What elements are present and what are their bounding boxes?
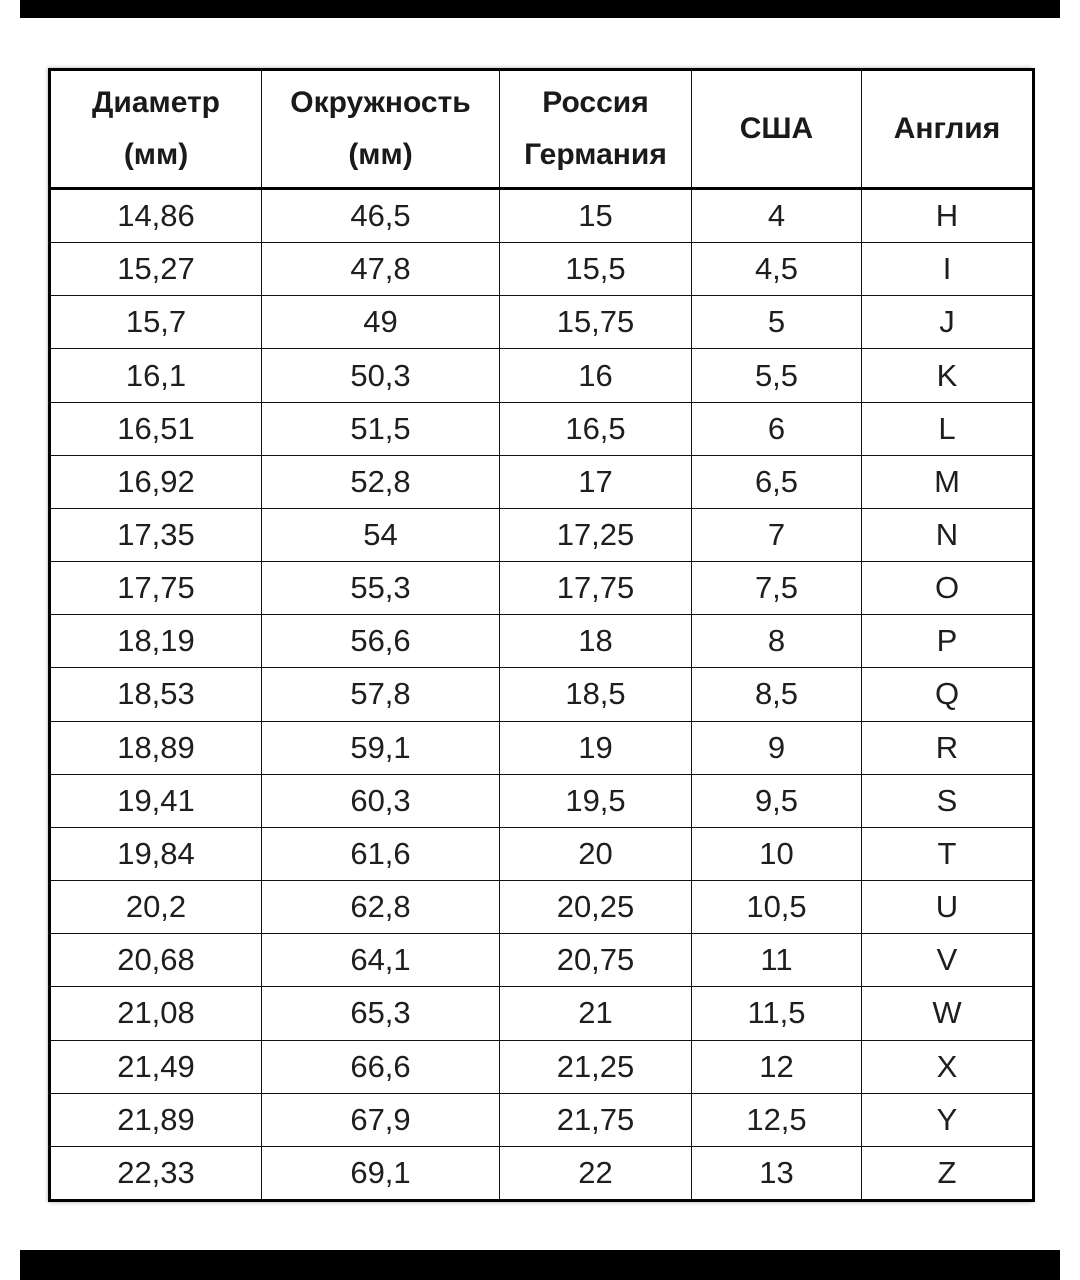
usa-cell: 7 [692,508,862,561]
table-row [50,562,1034,615]
russia-germany-cell: 15 [500,189,692,243]
circumference-cell: 49 [262,296,500,349]
diameter-cell: 16,1 [50,349,262,402]
england-cell: T [862,827,1034,880]
england-cell: K [862,349,1034,402]
diameter-cell: 19,84 [50,827,262,880]
header-diameter [50,70,262,189]
table-row [50,881,1034,934]
england-cell: Y [862,1093,1034,1146]
circumference-cell: 57,8 [262,668,500,721]
table-row [50,827,1034,880]
diameter-cell: 22,33 [50,1146,262,1200]
diameter-cell: 17,75 [50,562,262,615]
header-circumference-line2: (мм) [348,138,413,171]
diameter-cell: 21,49 [50,1040,262,1093]
diameter-cell: 20,68 [50,934,262,987]
table-row [50,508,1034,561]
table-row [50,455,1034,508]
circumference-cell: 62,8 [262,881,500,934]
russia-germany-cell: 20,75 [500,934,692,987]
circumference-cell: 47,8 [262,243,500,296]
usa-cell: 6,5 [692,455,862,508]
diameter-cell: 16,92 [50,455,262,508]
circumference-cell: 56,6 [262,615,500,668]
table-row [50,721,1034,774]
table-row [50,1040,1034,1093]
usa-cell: 12,5 [692,1093,862,1146]
table-row [50,934,1034,987]
usa-cell: 5 [692,296,862,349]
header-row [50,70,1034,189]
usa-cell: 10,5 [692,881,862,934]
header-russia-germany-line1: Россия [542,86,649,119]
russia-germany-cell: 15,75 [500,296,692,349]
header-england-label: Англия [893,112,1001,145]
england-cell: X [862,1040,1034,1093]
england-cell: L [862,402,1034,455]
table-row [50,1146,1034,1200]
russia-germany-cell: 17 [500,455,692,508]
diameter-cell: 14,86 [50,189,262,243]
russia-germany-cell: 17,25 [500,508,692,561]
england-cell: P [862,615,1034,668]
england-cell: U [862,881,1034,934]
ring-size-table [48,68,1035,1202]
diameter-cell: 18,19 [50,615,262,668]
england-cell: W [862,987,1034,1040]
usa-cell: 7,5 [692,562,862,615]
header-circumference-line1: Окружность [290,86,471,119]
table-row [50,987,1034,1040]
table-row [50,349,1034,402]
usa-cell: 11 [692,934,862,987]
table-row [50,668,1034,721]
header-usa [692,70,862,189]
usa-cell: 11,5 [692,987,862,1040]
england-cell: J [862,296,1034,349]
table-body [50,189,1034,1201]
diameter-cell: 18,53 [50,668,262,721]
russia-germany-cell: 21,75 [500,1093,692,1146]
circumference-cell: 54 [262,508,500,561]
russia-germany-cell: 18,5 [500,668,692,721]
diameter-cell: 17,35 [50,508,262,561]
circumference-cell: 60,3 [262,774,500,827]
diameter-cell: 21,89 [50,1093,262,1146]
england-cell: N [862,508,1034,561]
usa-cell: 6 [692,402,862,455]
usa-cell: 12 [692,1040,862,1093]
russia-germany-cell: 16,5 [500,402,692,455]
diameter-cell: 16,51 [50,402,262,455]
top-bar-fill [20,0,1060,18]
russia-germany-cell: 21 [500,987,692,1040]
russia-germany-cell: 19,5 [500,774,692,827]
england-cell: O [862,562,1034,615]
usa-cell: 4 [692,189,862,243]
england-cell: Q [862,668,1034,721]
diameter-cell: 18,89 [50,721,262,774]
table-row [50,296,1034,349]
england-cell: R [862,721,1034,774]
russia-germany-cell: 22 [500,1146,692,1200]
diameter-cell: 19,41 [50,774,262,827]
header-diameter-line2: (мм) [123,138,189,171]
usa-cell: 13 [692,1146,862,1200]
table-row [50,189,1034,243]
diameter-cell: 15,7 [50,296,262,349]
usa-cell: 8 [692,615,862,668]
russia-germany-cell: 19 [500,721,692,774]
russia-germany-cell: 16 [500,349,692,402]
top-black-bar [0,0,1080,20]
circumference-cell: 65,3 [262,987,500,1040]
circumference-cell: 61,6 [262,827,500,880]
circumference-cell: 55,3 [262,562,500,615]
usa-cell: 9 [692,721,862,774]
table-row [50,615,1034,668]
diameter-cell: 20,2 [50,881,262,934]
circumference-cell: 69,1 [262,1146,500,1200]
russia-germany-cell: 18 [500,615,692,668]
usa-cell: 9,5 [692,774,862,827]
circumference-cell: 46,5 [262,189,500,243]
header-russia-germany [500,70,692,189]
bottom-black-bar [0,1250,1080,1280]
table-row [50,243,1034,296]
circumference-cell: 59,1 [262,721,500,774]
header-diameter-line1: Диаметр [92,86,220,119]
circumference-cell: 52,8 [262,455,500,508]
usa-cell: 5,5 [692,349,862,402]
bottom-bar-fill [20,1250,1060,1280]
usa-cell: 10 [692,827,862,880]
diameter-cell: 15,27 [50,243,262,296]
header-england [862,70,1034,189]
circumference-cell: 50,3 [262,349,500,402]
england-cell: M [862,455,1034,508]
usa-cell: 8,5 [692,668,862,721]
circumference-cell: 64,1 [262,934,500,987]
russia-germany-cell: 20 [500,827,692,880]
england-cell: I [862,243,1034,296]
russia-germany-cell: 20,25 [500,881,692,934]
circumference-cell: 51,5 [262,402,500,455]
table-row [50,774,1034,827]
table-row [50,402,1034,455]
header-circumference [262,70,500,189]
russia-germany-cell: 21,25 [500,1040,692,1093]
circumference-cell: 66,6 [262,1040,500,1093]
table-row [50,1093,1034,1146]
england-cell: S [862,774,1034,827]
usa-cell: 4,5 [692,243,862,296]
russia-germany-cell: 15,5 [500,243,692,296]
russia-germany-cell: 17,75 [500,562,692,615]
england-cell: V [862,934,1034,987]
ring-size-table-container [48,68,1032,1202]
header-usa-label: США [739,112,814,145]
england-cell: H [862,189,1034,243]
header-russia-germany-line2: Германия [524,138,667,171]
england-cell: Z [862,1146,1034,1200]
diameter-cell: 21,08 [50,987,262,1040]
circumference-cell: 67,9 [262,1093,500,1146]
